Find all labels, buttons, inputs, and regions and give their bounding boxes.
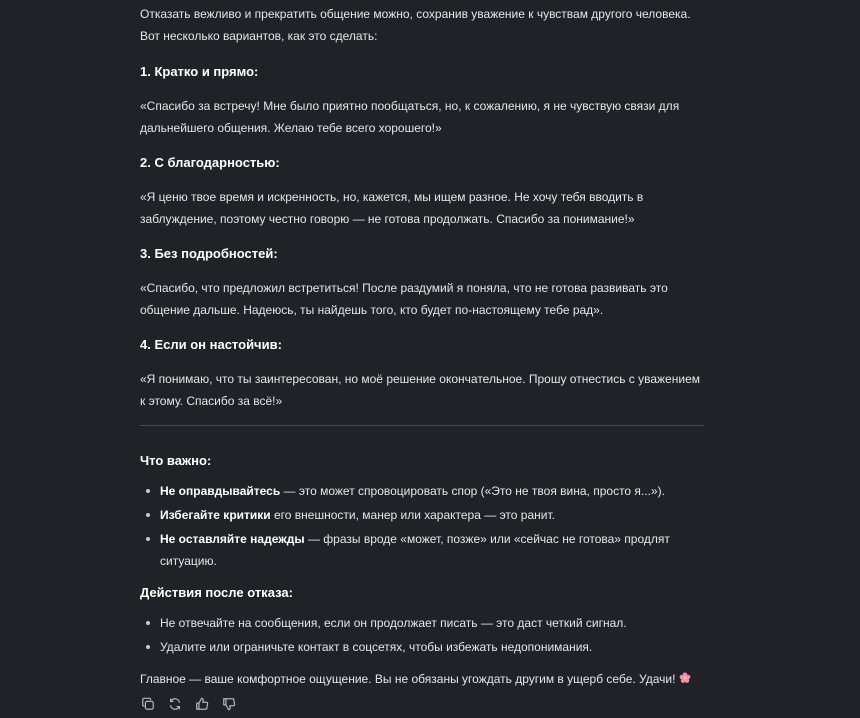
item-bold: Избегайте критики <box>160 508 271 522</box>
final-text-content: Главное — ваше комфортное ощущение. Вы не обязаны угождать другим в ущерб себе. Удачи! <box>140 672 676 686</box>
option-text: «Спасибо за встречу! Мне было приятно пообщаться, но, к сожалению, я не чувствую связи для дальнейшего общения. Желаю тебе всего хорошего!» <box>140 99 680 135</box>
item-text: — фразы вроде «может, позже» или «сейчас не готова» продлят ситуацию. <box>160 532 670 568</box>
list-item <box>160 504 704 526</box>
item-text: — это может спровоцировать спор («Это не твоя вина, просто я...»). <box>280 484 665 498</box>
thumbs-down-icon <box>222 697 236 711</box>
intro-text: Отказать вежливо и прекратить общение можно, сохранив уважение к чувствам другого человека. Вот несколько вариантов, как это сделать: <box>140 7 691 43</box>
section-title: Что важно: <box>140 453 212 468</box>
list-item: Удалите или ограничьте контакт в соцсетях, чтобы избежать недопонимания. <box>160 636 704 658</box>
regenerate-icon <box>168 697 182 711</box>
important-list <box>140 480 704 572</box>
after-list <box>140 612 704 658</box>
list-item <box>160 528 704 572</box>
copy-icon <box>141 697 155 711</box>
important-section <box>140 450 704 572</box>
divider <box>140 425 704 426</box>
section-title: Действия после отказа: <box>140 585 293 600</box>
message-actions <box>140 696 237 712</box>
regenerate-button[interactable] <box>167 696 183 712</box>
cherry-blossom-icon <box>679 669 691 681</box>
option-3 <box>140 243 704 321</box>
item-text: его внешности, манер или характера — это ранит. <box>270 508 555 522</box>
option-text: «Спасибо, что предложил встретиться! После раздумий я поняла, что не готова развивать это общение дальше. Надеюсь, ты найдешь того, кто будет по-настоящему тебе рад». <box>140 281 668 317</box>
option-title: 4. Если он настойчив: <box>140 337 282 352</box>
option-title: 3. Без подробностей: <box>140 246 278 261</box>
final-text <box>140 668 704 690</box>
assistant-message <box>140 3 704 690</box>
like-button[interactable] <box>194 696 210 712</box>
thumbs-up-icon <box>195 697 209 711</box>
copy-button[interactable] <box>140 696 156 712</box>
option-4 <box>140 334 704 412</box>
option-1 <box>140 61 704 139</box>
option-title: 1. Кратко и прямо: <box>140 64 259 79</box>
option-text: «Я понимаю, что ты заинтересован, но моё решение окончательное. Прошу отнестись с уважением к этому. Спасибо за всё!» <box>140 372 700 408</box>
option-2 <box>140 152 704 230</box>
item-bold: Не оставляйте надежды <box>160 532 305 546</box>
option-title: 2. С благодарностью: <box>140 155 280 170</box>
list-item <box>160 480 704 502</box>
list-item: Не отвечайте на сообщения, если он продолжает писать — это даст четкий сигнал. <box>160 612 704 634</box>
option-text: «Я ценю твое время и искренность, но, кажется, мы ищем разное. Не хочу тебя вводить в заблуждение, поэтому честно говорю — не готова продолжать. Спасибо за понимание!» <box>140 190 644 226</box>
item-bold: Не оправдывайтесь <box>160 484 281 498</box>
after-section <box>140 582 704 658</box>
dislike-button[interactable] <box>221 696 237 712</box>
